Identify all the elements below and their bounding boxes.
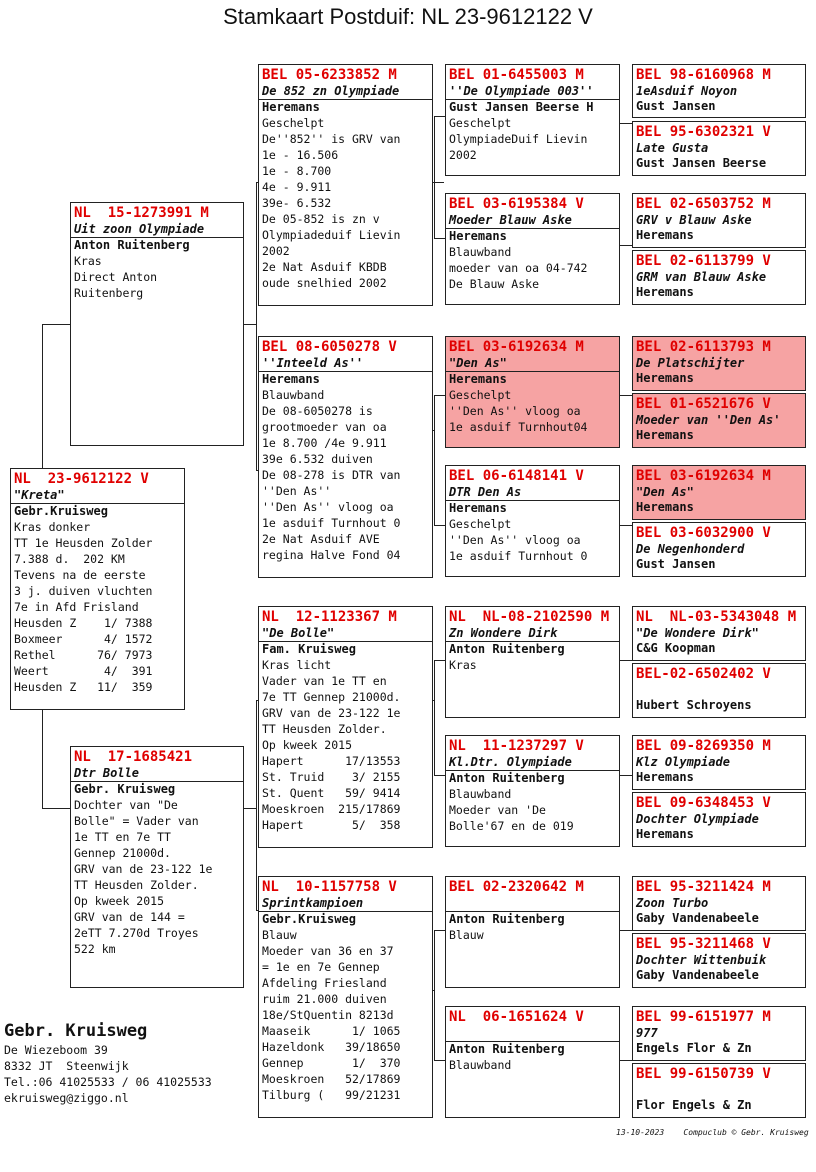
pedigree-card-g15 (632, 1006, 806, 1061)
breeder-name: Gebr.Kruisweg (14, 504, 108, 518)
note-line: Weert 4/ 391 (14, 664, 153, 678)
note-line: 7.388 d. 202 KM (14, 552, 125, 566)
note-line: St. Quent 59/ 9414 (262, 786, 401, 800)
breeder-name: Gust Jansen (636, 99, 716, 113)
note-line: TT Heusden Zolder. (262, 722, 387, 736)
pigeon-name (446, 1026, 619, 1042)
breeder-name: Gust Jansen Beerse (636, 156, 767, 170)
note-line: Geschelpt (449, 116, 512, 130)
breeder-name: Heremans (262, 100, 320, 114)
note-line: Moeskroen 215/17869 (262, 802, 401, 816)
note-line: 2eTT 7.270d Troyes (74, 926, 199, 940)
breeder-name: Flor Engels & Zn (636, 1098, 752, 1112)
pigeon-name (446, 896, 619, 912)
note-line: grootmoeder van oa (262, 420, 387, 434)
pedigree-card-mfm (445, 735, 620, 847)
ring-number: NL NL-08-2102590 M (449, 609, 610, 625)
owner-phone: Tel.:06 41025533 / 06 41025533 (4, 1075, 212, 1089)
pedigree-card-g9 (632, 606, 806, 661)
pedigree-card-mother (70, 746, 244, 988)
ring-number: BEL 09-8269350 M (636, 738, 771, 754)
note-line: moeder van oa 04-742 (449, 261, 588, 275)
footer-credit: 13-10-2023 Compuclub © Gebr. Kruisweg (616, 1128, 809, 1137)
note-line: 2e Nat Asduif AVE (262, 532, 380, 546)
breeder-name: Gaby Vandenabeele (636, 968, 759, 982)
pedigree-card-mmf (445, 876, 620, 988)
breeder-name: Anton Ruitenberg (74, 238, 190, 252)
note-line: Kras licht (262, 658, 332, 672)
ring-number: BEL 02-6503752 M (636, 196, 771, 212)
pigeon-name: Moeder van ''Den As' (636, 413, 781, 427)
pigeon-name: Kl.Dtr. Olympiade (446, 755, 619, 771)
note-line: Rethel 76/ 7973 (14, 648, 153, 662)
pedigree-card-g5 (632, 336, 806, 391)
ring-number: BEL 03-6192634 M (449, 339, 584, 355)
note-line: GRV van de 23-122 1e (262, 706, 401, 720)
breeder-name: Gust Jansen Beerse H (449, 100, 594, 114)
pigeon-name (633, 683, 805, 698)
pedigree-card-g3 (632, 193, 806, 248)
pigeon-name: DTR Den As (446, 485, 619, 501)
note-line: Op kweek 2015 (74, 894, 165, 908)
breeder-name: Anton Ruitenberg (449, 1042, 565, 1056)
breeder-name: Gebr. Kruisweg (74, 782, 176, 796)
note-line: Hazeldonk 39/18650 (262, 1040, 401, 1054)
note-line: De 05-852 is zn v (262, 212, 380, 226)
note-line: GRV van de 144 = (74, 910, 185, 924)
pigeon-name: Late Gusta (636, 141, 709, 155)
note-line: Blauwband (449, 787, 512, 801)
note-line: Olympiadeduif Lievin (262, 228, 401, 242)
ring-number: NL 10-1157758 V (262, 879, 397, 895)
ring-number: NL 06-1651624 V (449, 1009, 584, 1025)
pigeon-notes (71, 253, 243, 301)
ring-number: NL 11-1237297 V (449, 738, 584, 754)
ring-number: NL 17-1685421 (74, 749, 193, 765)
pedigree-card-g1 (632, 64, 806, 118)
note-line: Moeder van 'De (449, 803, 546, 817)
pedigree-card-g14 (632, 933, 806, 988)
breeder-name: Heremans (262, 372, 320, 386)
note-line: 2002 (262, 244, 290, 258)
breeder-name: Heremans (449, 229, 507, 243)
note-line: Direct Anton (74, 270, 158, 284)
note-line: St. Truid 3/ 2155 (262, 770, 401, 784)
breeder-name: Heremans (636, 371, 694, 385)
note-line: ''Den As'' vloog oa (262, 500, 394, 514)
note-line: Tilburg ( 99/21231 (262, 1088, 401, 1102)
note-line: Kras (449, 658, 477, 672)
note-line: Blauwband (449, 1058, 512, 1072)
ring-number: BEL 03-6032900 V (636, 525, 771, 541)
note-line: Gennep 21000d. (74, 846, 171, 860)
ring-number: BEL 99-6151977 M (636, 1009, 771, 1025)
note-line: 4e - 9.911 (262, 180, 332, 194)
pedigree-card-g12 (632, 792, 806, 847)
note-line: 1e TT en 7e TT (74, 830, 171, 844)
note-line: Bolle'67 en de 019 (449, 819, 574, 833)
breeder-name: Anton Ruitenberg (449, 771, 565, 785)
note-line: Kras donker (14, 520, 91, 534)
ring-number: BEL 05-6233852 M (262, 67, 397, 83)
note-line: Moeskroen 52/17869 (262, 1072, 401, 1086)
note-line: Moeder van 36 en 37 (262, 944, 394, 958)
ring-number: BEL 02-6113799 V (636, 253, 771, 269)
note-line: De Blauw Aske (449, 277, 540, 291)
note-line: ''Den As'' vloog oa (449, 404, 581, 418)
pedigree-card-mf (258, 606, 433, 848)
note-line: De 08-6050278 is (262, 404, 373, 418)
owner-contact (4, 1020, 212, 1106)
note-line: Blauwband (449, 245, 512, 259)
note-line: 1e - 16.506 (262, 148, 339, 162)
breeder-name: Fam. Kruisweg (262, 642, 356, 656)
ring-number: NL 23-9612122 V (14, 471, 149, 487)
note-line: oude snelhied 2002 (262, 276, 387, 290)
note-line: 7e in Afd Frisland (14, 600, 139, 614)
pedigree-card-g13 (632, 876, 806, 931)
pigeon-name: Dtr Bolle (71, 766, 243, 782)
pigeon-name: "Den As" (636, 485, 694, 499)
pigeon-name: Dochter Olympiade (636, 812, 759, 826)
breeder-name: Heremans (636, 827, 694, 841)
pigeon-notes (11, 519, 184, 695)
note-line: 1e asduif Turnhout 0 (449, 549, 588, 563)
note-line: Hapert 17/13553 (262, 754, 401, 768)
breeder-name: Hubert Schroyens (636, 698, 752, 712)
page-title: Stamkaart Postduif: NL 23-9612122 V (223, 4, 593, 29)
pedigree-card-mm (258, 876, 433, 1118)
pedigree-card-g7 (632, 465, 806, 520)
note-line: Tevens na de eerste (14, 568, 146, 582)
note-line: OlympiadeDuif Lievin (449, 132, 588, 146)
pigeon-notes (259, 387, 432, 563)
ring-number: BEL 09-6348453 V (636, 795, 771, 811)
note-line: Hapert 5/ 358 (262, 818, 401, 832)
pigeon-name: ''Inteeld As'' (259, 356, 432, 372)
breeder-name: Heremans (449, 372, 507, 386)
pedigree-card-fmf (445, 336, 620, 448)
ring-number: BEL 95-6302321 V (636, 124, 771, 140)
breeder-name: Gebr.Kruisweg (262, 912, 356, 926)
pedigree-card-mff (445, 606, 620, 718)
breeder-name: Gaby Vandenabeele (636, 911, 759, 925)
note-line: TT Heusden Zolder. (74, 878, 199, 892)
note-line: De 08-278 is DTR van (262, 468, 401, 482)
note-line: 7e TT Gennep 21000d. (262, 690, 401, 704)
pigeon-name: 1eAsduif Noyon (636, 84, 738, 98)
note-line: 1e asduif Turnhout 0 (262, 516, 401, 530)
pedigree-card-ffm (445, 193, 620, 305)
note-line: 18e/StQuentin 8213d (262, 1008, 394, 1022)
note-line: 1e - 8.700 (262, 164, 332, 178)
pigeon-name: "De Bolle" (259, 626, 432, 642)
pigeon-name: Zn Wondere Dirk (446, 626, 619, 642)
pedigree-card-mmm (445, 1006, 620, 1118)
breeder-name: Anton Ruitenberg (449, 642, 565, 656)
breeder-name: Gust Jansen (636, 557, 716, 571)
pigeon-name (633, 1083, 805, 1098)
note-line: Ruitenberg (74, 286, 144, 300)
ring-number: BEL 01-6521676 V (636, 396, 771, 412)
pigeon-name: 977 (636, 1026, 658, 1040)
pedigree-card-fmm (445, 465, 620, 577)
pigeon-name: De 852 zn Olympiade (259, 84, 432, 100)
owner-address-city: 8332 JT Steenwijk (4, 1059, 129, 1073)
ring-number: BEL 03-6195384 V (449, 196, 584, 212)
note-line: Kras (74, 254, 102, 268)
note-line: Dochter van "De (74, 798, 178, 812)
pigeon-name: Klz Olympiade (636, 755, 730, 769)
pigeon-name: Moeder Blauw Aske (446, 213, 619, 229)
pigeon-name: GRM van Blauw Aske (636, 270, 767, 284)
pigeon-name: De Platschijter (636, 356, 745, 370)
ring-number: BEL 02-6113793 M (636, 339, 771, 355)
pedigree-card-fff (445, 64, 620, 176)
pedigree-card-g4 (632, 250, 806, 305)
breeder-name: Heremans (636, 428, 694, 442)
note-line: 2002 (449, 148, 477, 162)
breeder-name: Heremans (636, 285, 694, 299)
ring-number: NL NL-03-5343048 M (636, 609, 797, 625)
ring-number: BEL 99-6150739 V (636, 1066, 771, 1082)
pigeon-name: "Den As" (446, 356, 619, 372)
note-line: Bolle" = Vader van (74, 814, 199, 828)
owner-email: ekruisweg@ziggo.nl (4, 1091, 129, 1105)
ring-number: NL 12-1123367 M (262, 609, 397, 625)
note-line: 522 km (74, 942, 116, 956)
ring-number: BEL 95-3211468 V (636, 936, 771, 952)
breeder-name: Heremans (449, 501, 507, 515)
ring-number: BEL 06-6148141 V (449, 468, 584, 484)
note-line: TT 1e Heusden Zolder (14, 536, 153, 550)
note-line: 2e Nat Asduif KBDB (262, 260, 387, 274)
note-line: Geschelpt (449, 388, 512, 402)
note-line: ruim 21.000 duiven (262, 992, 387, 1006)
breeder-name: Anton Ruitenberg (449, 912, 565, 926)
note-line: Op kweek 2015 (262, 738, 353, 752)
pedigree-card-subject (10, 468, 185, 710)
breeder-name: Heremans (636, 770, 694, 784)
note-line: 1e 8.700 /4e 9.911 (262, 436, 387, 450)
pigeon-name: "Kreta" (11, 488, 184, 504)
note-line: ''Den As'' vloog oa (449, 533, 581, 547)
pigeon-name: Dochter Wittenbuik (636, 953, 767, 967)
pigeon-name: GRV v Blauw Aske (636, 213, 752, 227)
note-line: Blauw (449, 928, 484, 942)
pigeon-name: "De Wondere Dirk" (636, 626, 759, 640)
pedigree-card-g6 (632, 393, 806, 448)
note-line: 39e- 6.532 (262, 196, 332, 210)
ring-number: BEL 98-6160968 M (636, 67, 771, 83)
note-line: Afdeling Friesland (262, 976, 387, 990)
pedigree-card-father (70, 202, 244, 446)
note-line: 39e 6.532 duiven (262, 452, 373, 466)
note-line: GRV van de 23-122 1e (74, 862, 213, 876)
owner-name: Gebr. Kruisweg (4, 1021, 148, 1041)
pedigree-card-g8 (632, 522, 806, 577)
note-line: Vader van 1e TT en (262, 674, 387, 688)
note-line: Blauw (262, 928, 297, 942)
note-line: Maaseik 1/ 1065 (262, 1024, 401, 1038)
pigeon-name: Sprintkampioen (259, 896, 432, 912)
note-line: Boxmeer 4/ 1572 (14, 632, 153, 646)
pigeon-name: Uit zoon Olympiade (71, 222, 243, 238)
note-line: 3 j. duiven vluchten (14, 584, 153, 598)
breeder-name: Heremans (636, 500, 694, 514)
pedigree-card-fm (258, 336, 433, 578)
note-line: Blauwband (262, 388, 325, 402)
note-line: Heusden Z 11/ 359 (14, 680, 153, 694)
pigeon-notes (259, 927, 432, 1103)
ring-number: BEL 08-6050278 V (262, 339, 397, 355)
pigeon-name: Zoon Turbo (636, 896, 709, 910)
note-line: Geschelpt (449, 517, 512, 531)
pigeon-notes (259, 657, 432, 833)
pigeon-name: De Negenhonderd (636, 542, 745, 556)
pedigree-card-ff (258, 64, 433, 306)
pedigree-card-g16 (632, 1063, 806, 1118)
note-line: De''852'' is GRV van (262, 132, 401, 146)
ring-number: BEL 03-6192634 M (636, 468, 771, 484)
breeder-name: Heremans (636, 228, 694, 242)
breeder-name: Engels Flor & Zn (636, 1041, 752, 1055)
ring-number: BEL 02-2320642 M (449, 879, 584, 895)
note-line: regina Halve Fond 04 (262, 548, 401, 562)
owner-address-street: De Wiezeboom 39 (4, 1043, 108, 1057)
pigeon-name: ''De Olympiade 003'' (446, 84, 619, 100)
note-line: = 1e en 7e Gennep (262, 960, 380, 974)
pedigree-card-g2 (632, 121, 806, 176)
ring-number: NL 15-1273991 M (74, 205, 209, 221)
note-line: Gennep 1/ 370 (262, 1056, 401, 1070)
note-line: 1e asduif Turnhout04 (449, 420, 588, 434)
pigeon-notes (259, 115, 432, 291)
note-line: Heusden Z 1/ 7388 (14, 616, 153, 630)
note-line: Geschelpt (262, 116, 325, 130)
pedigree-card-g10 (632, 663, 806, 718)
pedigree-card-g11 (632, 735, 806, 790)
breeder-name: C&G Koopman (636, 641, 716, 655)
note-line: ''Den As'' (262, 484, 332, 498)
ring-number: BEL 95-3211424 M (636, 879, 771, 895)
pigeon-notes (71, 797, 243, 957)
ring-number: BEL-02-6502402 V (636, 666, 771, 682)
ring-number: BEL 01-6455003 M (449, 67, 584, 83)
